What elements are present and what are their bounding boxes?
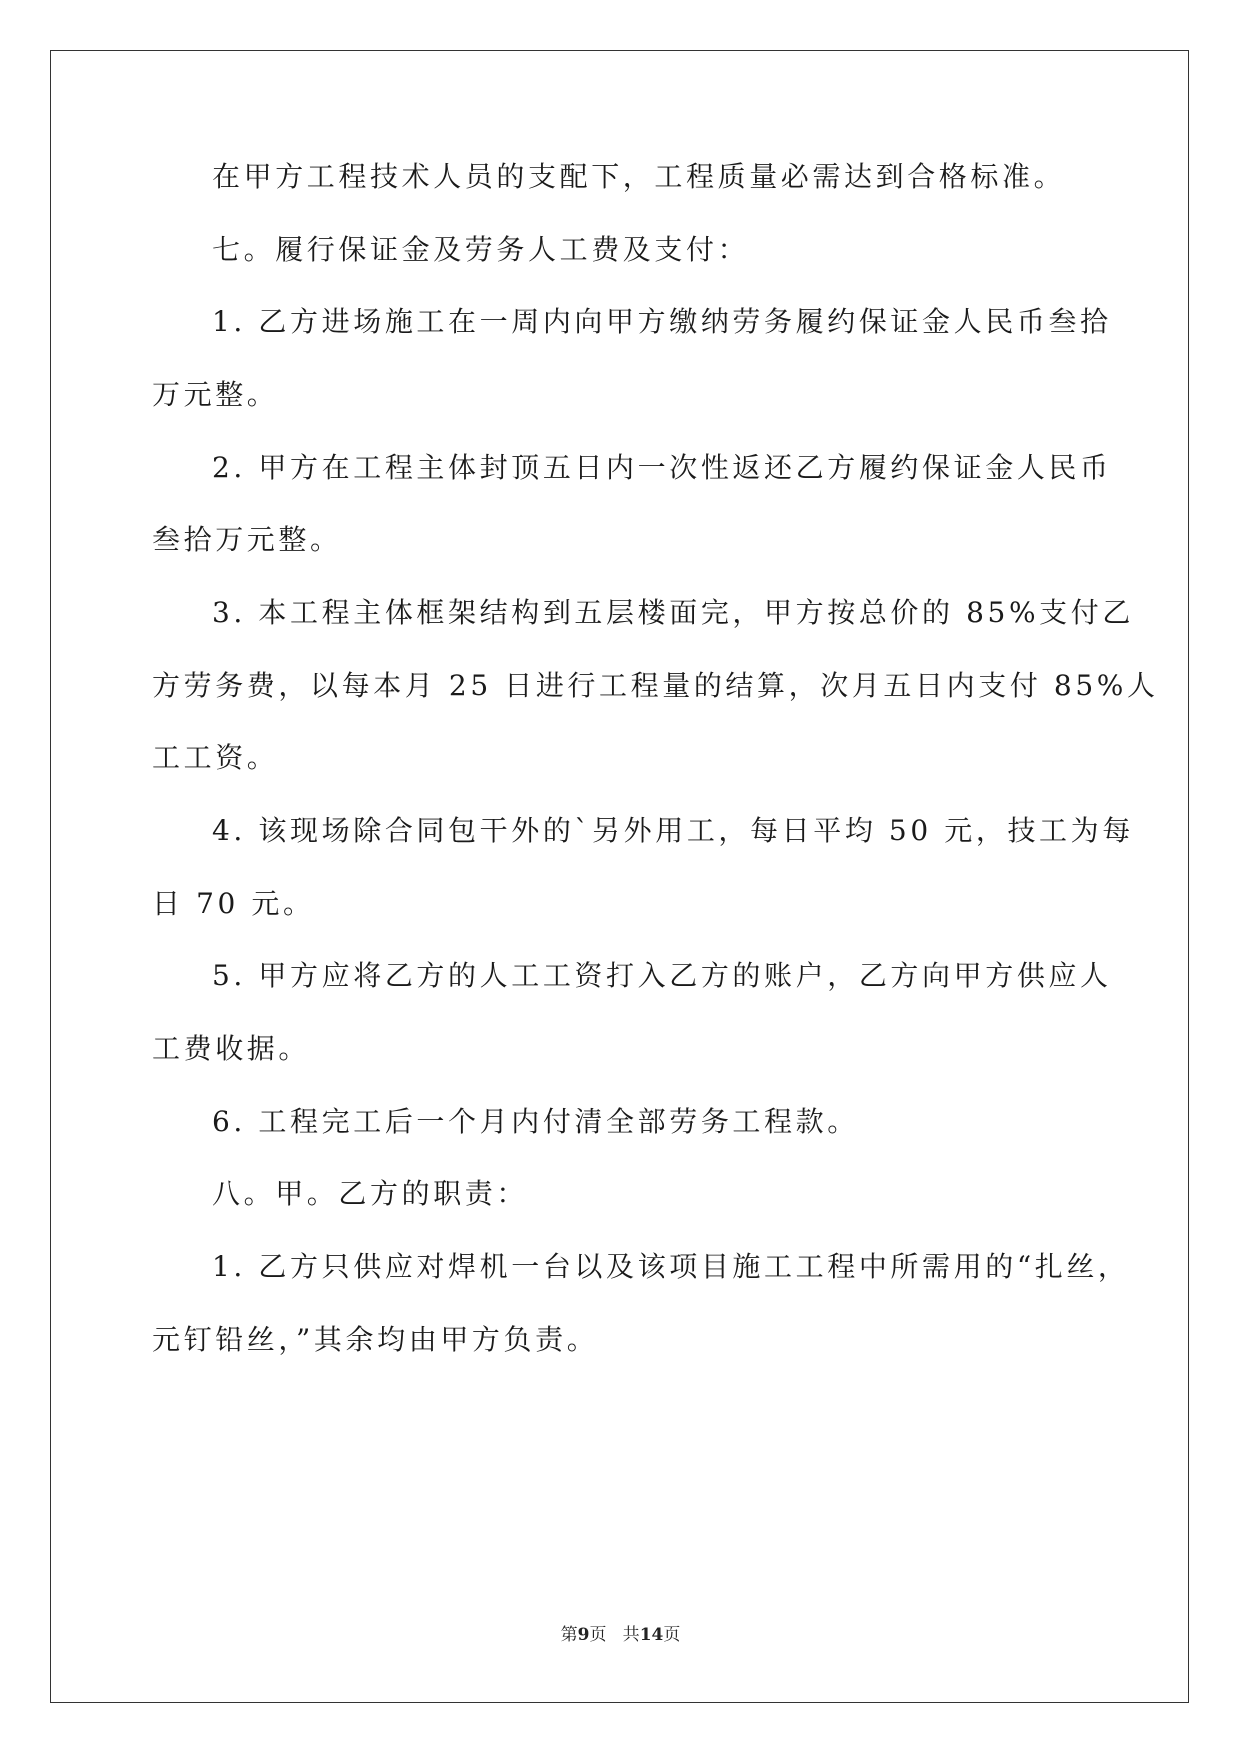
text-line: 工费收据。 [152,1032,311,1065]
footer-page-number: 9 [577,1625,590,1645]
text-line: 日 70 元。 [152,887,315,920]
footer-prefix: 第 [560,1625,578,1645]
text-line: 叁拾万元整。 [152,523,342,556]
page-border [50,50,1189,1703]
text-line: 1. 乙方只供应对焊机一台以及该项目施工工程中所需用的“扎丝， [212,1250,1130,1283]
footer-total-pages: 14 [639,1625,664,1645]
footer-middle: 页 共 [589,1625,640,1645]
text-line: 万元整。 [152,378,279,411]
text-line: 6. 工程完工后一个月内付清全部劳务工程款。 [212,1105,859,1138]
text-line: 1. 乙方进场施工在一周内向甲方缴纳劳务履约保证金人民币叁拾 [212,305,1112,338]
text-line: 方劳务费，以每本月 25 日进行工程量的结算，次月五日内支付 85%人 [152,669,1159,702]
text-line: 元钉铅丝，”其余均由甲方负责。 [152,1323,599,1356]
text-line: 5. 甲方应将乙方的人工工资打入乙方的账户，乙方向甲方供应人 [212,959,1112,992]
text-line: 3. 本工程主体框架结构到五层楼面完，甲方按总价的 85%支付乙 [212,596,1134,629]
text-line: 4. 该现场除合同包干外的`另外用工，每日平均 50 元，技工为每 [212,814,1134,847]
text-line: 2. 甲方在工程主体封顶五日内一次性返还乙方履约保证金人民币 [212,451,1112,484]
text-line: 工工资。 [152,741,279,774]
text-line: 七。履行保证金及劳务人工费及支付： [212,233,750,266]
text-line: 在甲方工程技术人员的支配下，工程质量必需达到合格标准。 [212,160,1066,193]
text-line: 八。甲。乙方的职责： [212,1177,529,1210]
page-footer [0,1620,1241,1645]
footer-suffix: 页 [663,1625,681,1645]
